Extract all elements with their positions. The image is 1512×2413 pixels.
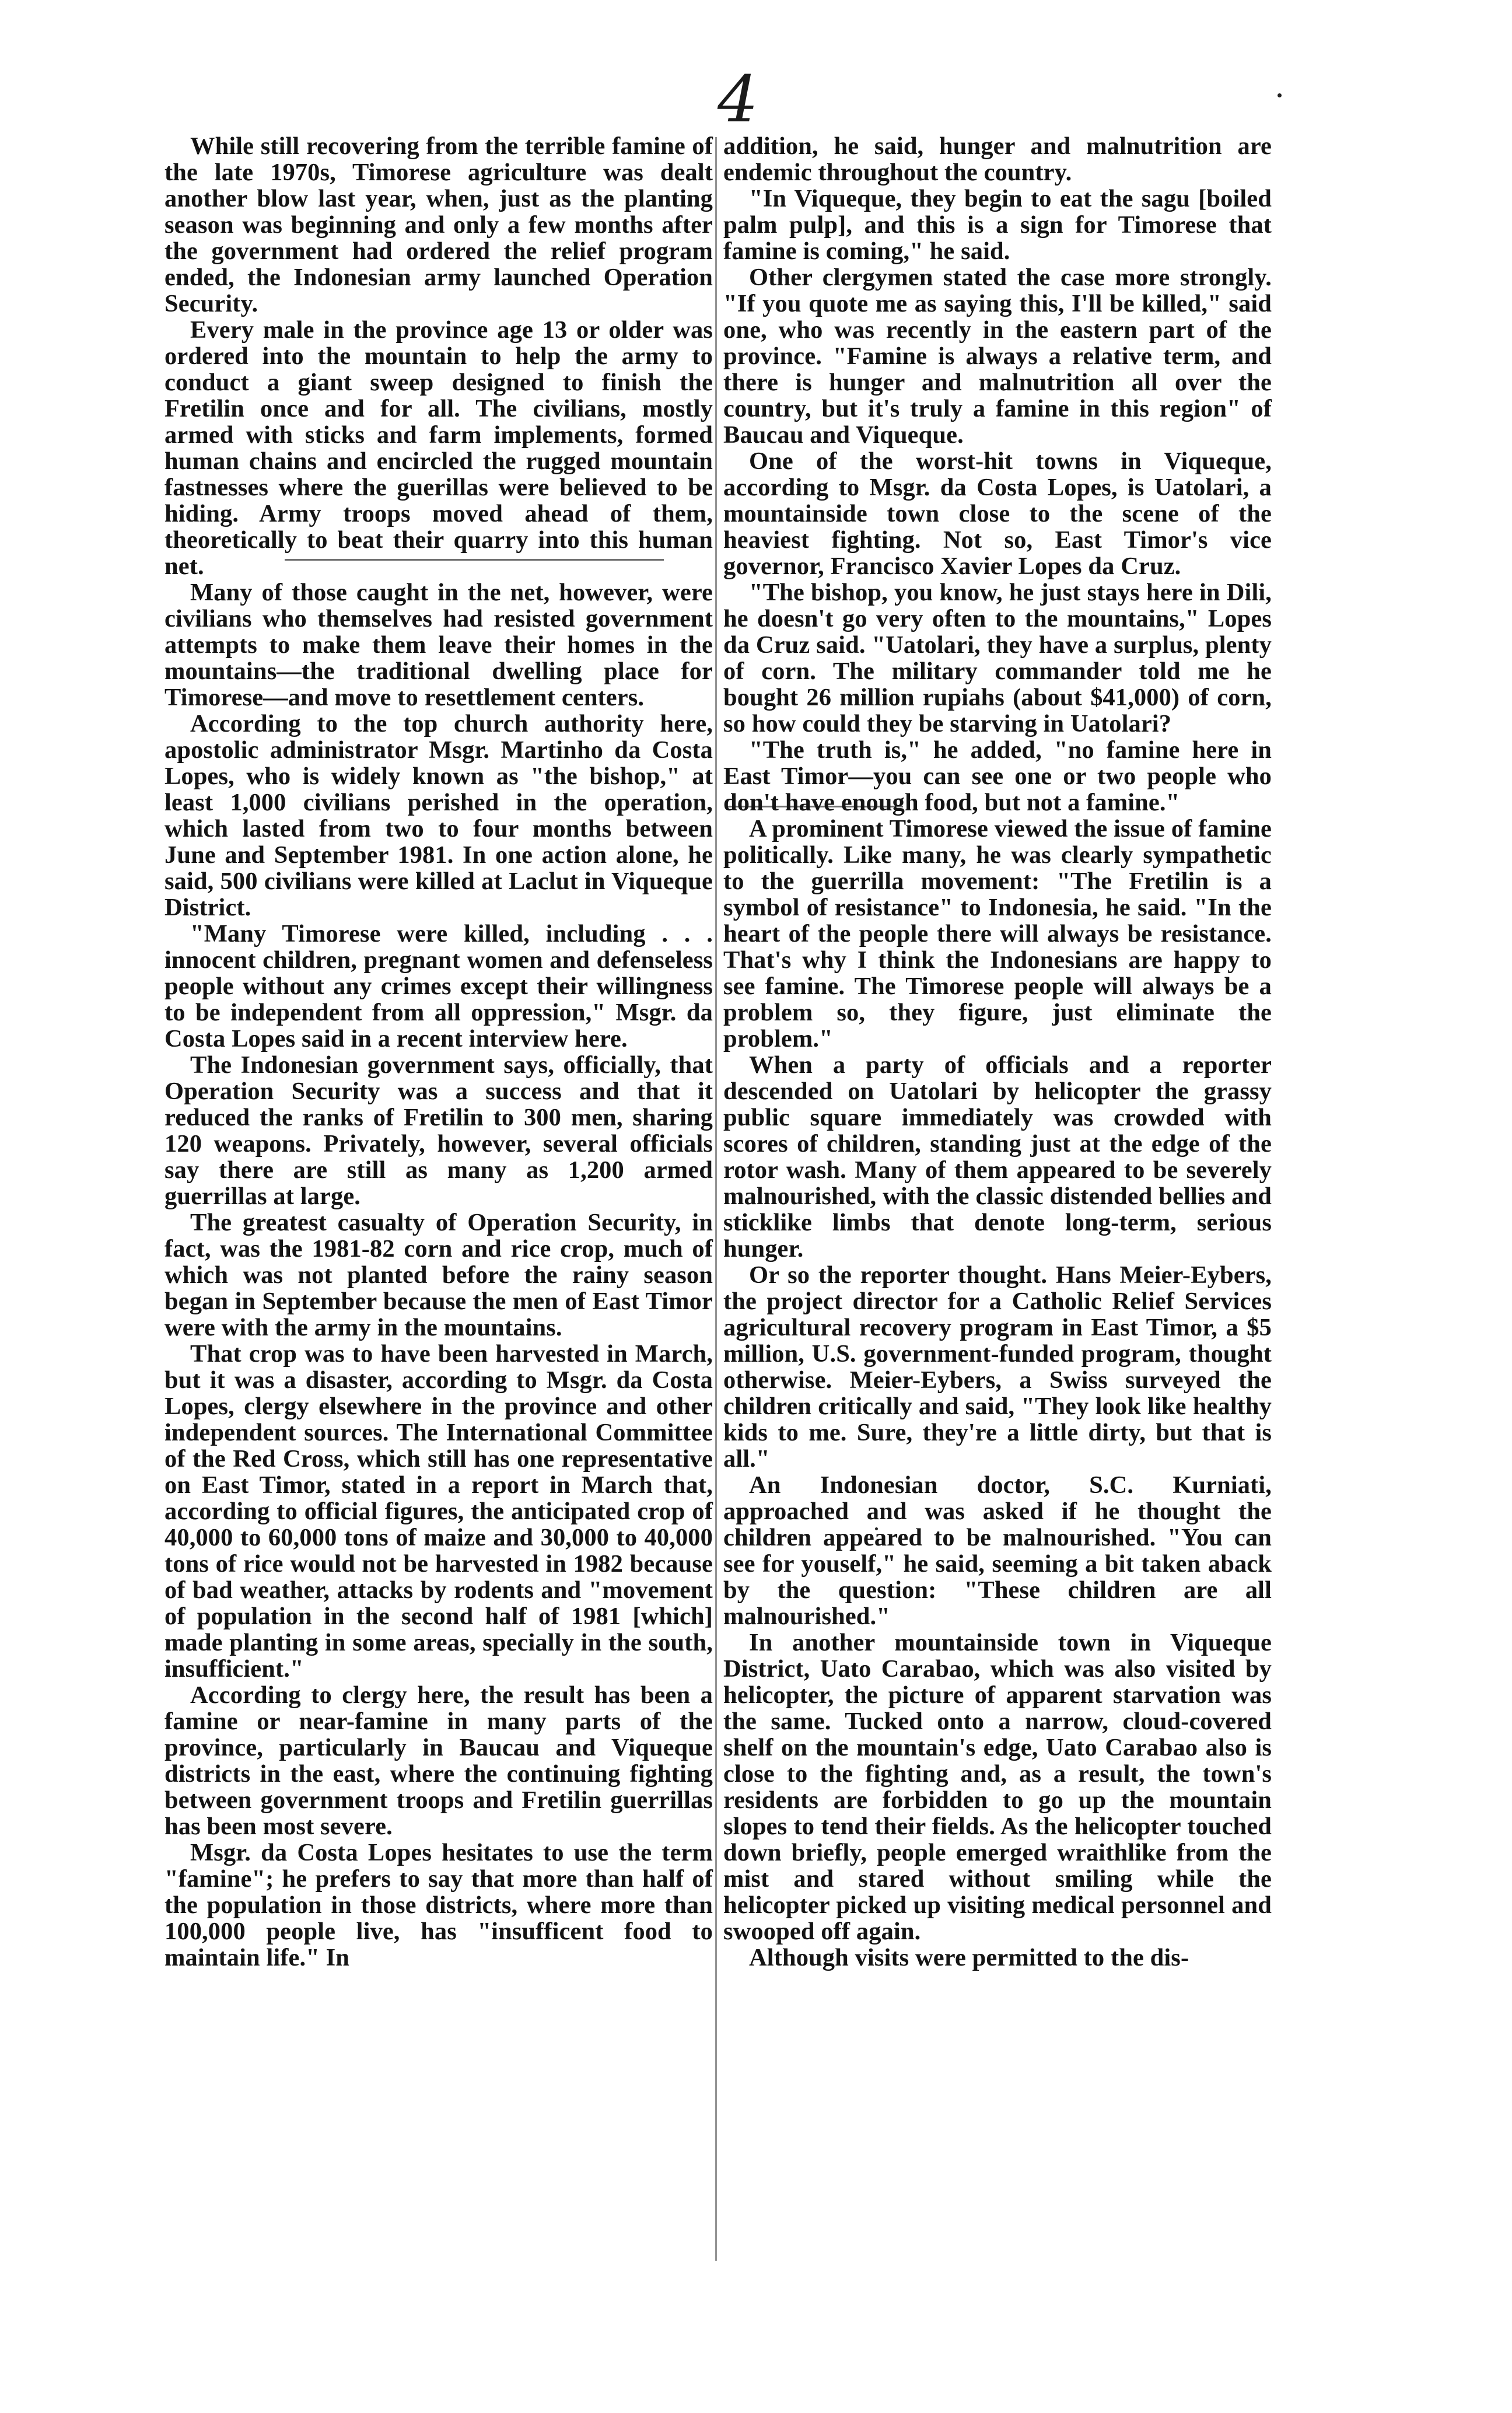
article-paragraph: Or so the reporter thought. Hans Meier-Eybers, the project director for a Catholic Relief Services agricultural recovery program in East Timor, a $5 million, U.S. government-funded program, thought otherwise. Meier-Eybers, a Swiss surveyed the children critically and said, "They look like healthy kids to me. Sure, they're a little dirty, but that is all." (723, 1261, 1272, 1473)
article-paragraph: According to clergy here, the result has been a famine or near-famine in many parts of the province, particularly in Baucau and Viqueque districts in the east, where the continuing fighting between government troops and Fretilin guerrillas has been most severe. (164, 1681, 713, 1840)
article-paragraph: That crop was to have been harvested in March, but it was a disaster, according to Msgr. da Costa Lopes, clergy elsewhere in the province and other independent sources. The International Committee of the Red Cross, which still has one representative on East Timor, stated in a report in March that, according to official figures, the anticipated crop of 40,000 to 60,000 tons of maize and 30,000 to 40,000 tons of rice would not be harvested in 1982 because of bad weather, attacks by rodents and "movement of population in the second half of 1981 [which] made planting in some areas, specially in the south, insufficient." (164, 1340, 713, 1683)
article-column-right (723, 133, 1272, 1971)
article-paragraph: One of the worst-hit towns in Viqueque, according to Msgr. da Costa Lopes, is Uatolari, a mountainside town close to the scene of the heaviest fighting. Not so, East Timor's vice governor, Francisco Xavier Lopes da Cruz. (723, 447, 1272, 580)
article-paragraph: According to the top church authority here, apostolic administrator Msgr. Martinho da Costa Lopes, who is widely known as "the bishop," at least 1,000 civilians perished in the operation, which lasted from two to four months between June and September 1981. In one action alone, he said, 500 civilians were killed at Laclut in Viqueque District. (164, 710, 713, 921)
article-paragraph: "The bishop, you know, he just stays here in Dili, he doesn't go very often to the mountains," Lopes da Cruz said. "Uatolari, they have a surplus, plenty of corn. The military commander told me he bought 26 million rupiahs (about $41,000) of corn, so how could they be starving in Uatolari? (723, 579, 1272, 737)
article-paragraph: "In Viqueque, they begin to eat the sagu [boiled palm pulp], and this is a sign for Timorese that famine is coming," he said. (723, 185, 1272, 265)
column-divider (715, 137, 717, 2261)
article-paragraph: Although visits were permitted to the dis- (749, 1944, 1189, 1971)
article-paragraph: addition, he said, hunger and malnutrition are endemic throughout the country. (723, 132, 1272, 186)
article-paragraph: Many of those caught in the net, however, were civilians who themselves had resisted government attempts to make them leave their homes in the mountains—the traditional dwelling place for Timorese—and move to resettlement centers. (164, 579, 713, 711)
print-speck (1278, 93, 1282, 97)
article-paragraph: In another mountainside town in Viqueque District, Uato Carabao, which was also visited by helicopter, the picture of apparent starvation was the same. Tucked onto a narrow, cloud-covered shelf on the mountain's edge, Uato Carabao also is close to the fighting and, as a result, the town's residents are forbidden to go up the mountain slopes to tend their fields. As the helicopter touched down briefly, people emerged wraithlike from the mist and stared without smiling while the helicopter picked up visiting medical personnel and swooped off again. (723, 1629, 1272, 1945)
article-paragraph: While still recovering from the terrible famine of the late 1970s, Timorese agriculture was dealt another blow last year, when, just as the planting season was beginning and only a few months after the government had ordered the relief program ended, the Indonesian army launched Operation Security. (164, 132, 713, 317)
handwritten-page-number: 4 (718, 62, 758, 137)
article-paragraph: The greatest casualty of Operation Security, in fact, was the 1981-82 corn and rice crop, much of which was not planted before the rainy season began in September because the men of East Timor were with the army in the mountains. (164, 1209, 713, 1341)
article-paragraph: An Indonesian doctor, S.C. Kurniati, approached and was asked if he thought the children appeared to be malnourished. "You can see for youself," he said, seeming a bit taken aback by the question: "These children are all malnourished." (723, 1471, 1272, 1630)
article-paragraph: When a party of officials and a reporter descended on Uatolari by helicopter the grassy public square immediately was crowded with scores of children, standing just at the edge of the rotor wash. Many of them appeared to be severely malnourished, with the classic distended bellies and sticklike limbs that denote long-term, serious hunger. (723, 1051, 1272, 1263)
article-paragraph: The Indonesian government says, officially, that Operation Security was a success and that it reduced the ranks of Fretilin to 300 men, sharing 120 weapons. Privately, however, several officials say there are still as many as 1,200 armed guerrillas at large. (164, 1051, 713, 1210)
article-paragraph: Other clergymen stated the case more strongly. "If you quote me as saying this, I'll be killed," said one, who was recently in the eastern part of the province. "Famine is always a relative term, and there is hunger and malnutrition all over the country, but it's truly a famine in this region" of Baucau and Viqueque. (723, 264, 1272, 449)
article-paragraph: A prominent Timorese viewed the issue of famine politically. Like many, he was clearly sympathetic to the guerrilla movement: "The Fretilin is a symbol of resistance" to Indonesia, he said. "In the heart of the people there will always be resistance. That's why I think the Indonesians are happy to see famine. The Timorese people will always be a problem so, they figure, just eliminate the problem." (723, 815, 1272, 1052)
article-paragraph: "The truth is," he added, "no famine here in East Timor—you can see one or two people who don't have enough food, but not a famine." (723, 736, 1272, 816)
article-paragraph: Msgr. da Costa Lopes hesitates to use the term "famine"; he prefers to say that more than half of the population in those districts, where more than 100,000 people live, has "insufficent food to maintain life." In (164, 1839, 713, 1971)
article-paragraph: "Many Timorese were killed, including . . . innocent children, pregnant women and defenseless people without any crimes except their willingness to be independent from all oppression," Msgr. da Costa Lopes said in a recent interview here. (164, 920, 713, 1052)
article-column-left (164, 133, 713, 1971)
article-paragraph: Every male in the province age 13 or older was ordered into the mountain to help the army to conduct a giant sweep designed to finish the Fretilin once and for all. The civilians, mostly armed with sticks and farm implements, formed human chains and encircled the rugged mountain fastnesses where the guerillas were believed to be hiding. Army troops moved ahead of them, theoretically to beat their quarry into this human net. (164, 316, 713, 580)
